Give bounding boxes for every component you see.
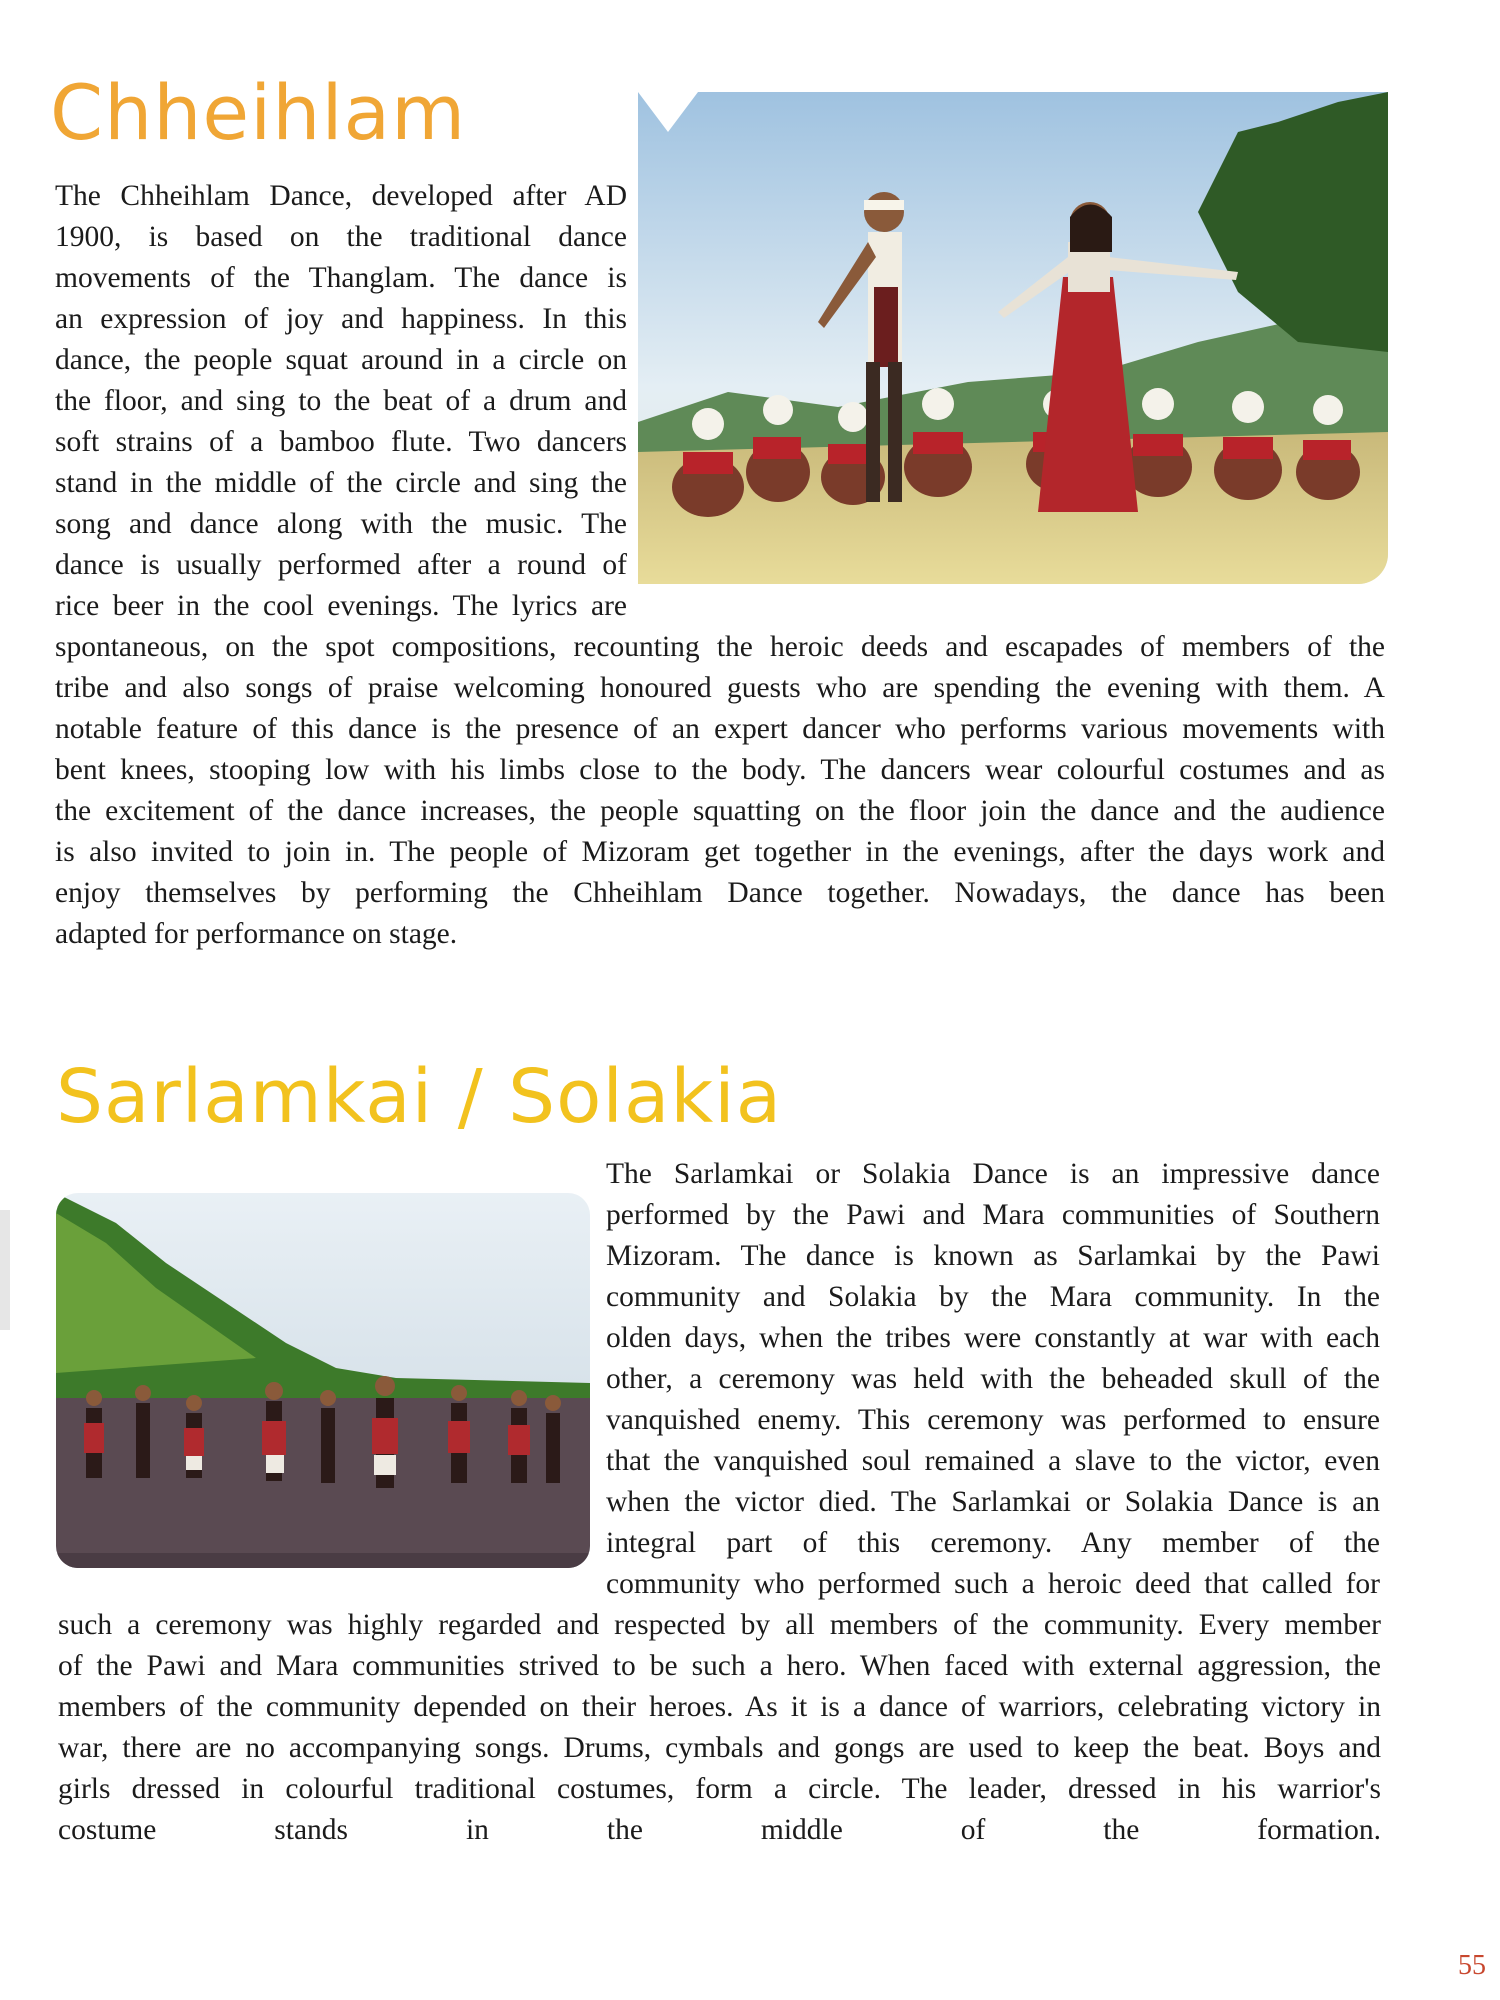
text-line: adapted for performance on stage. — [55, 918, 458, 950]
text-line: enjoy themselves by performing the Chheihlam Dance together. Nowadays, the dance has been — [55, 877, 1385, 909]
text-line: spontaneous, on the spot compositions, recounting the heroic deeds and escapades of members of the — [55, 631, 1385, 663]
text-line: community who performed such a heroic deed that called for — [606, 1568, 1380, 1600]
text-line: when the victor died. The Sarlamkai or Solakia Dance is an — [606, 1486, 1380, 1518]
text-line: the excitement of the dance increases, the people squatting on the floor join the dance and the audience — [55, 795, 1385, 827]
text-line: an expression of joy and happiness. In this — [55, 303, 627, 335]
chheihlam-paragraph — [55, 176, 1385, 955]
section-title-sarlamkai: Sarlamkai / Solakia — [56, 1054, 783, 1140]
sarlamkai-paragraph-full — [58, 1605, 1381, 1851]
page-number: 55 — [1458, 1950, 1486, 1981]
text-line: such a ceremony was highly regarded and respected by all members of the community. Every member — [58, 1609, 1381, 1641]
text-line: performed by the Pawi and Mara communities of Southern — [606, 1199, 1380, 1231]
text-line: dance, the people squat around in a circle on — [55, 344, 627, 376]
text-line: The Sarlamkai or Solakia Dance is an impressive dance — [606, 1158, 1380, 1190]
text-line: vanquished enemy. This ceremony was performed to ensure — [606, 1404, 1380, 1436]
text-line: war, there are no accompanying songs. Drums, cymbals and gongs are used to keep the beat. Boys and — [58, 1732, 1381, 1764]
text-line: costume stands in the middle of the formation. — [58, 1814, 1381, 1846]
text-line: stand in the middle of the circle and sing the — [55, 467, 627, 499]
text-line: movements of the Thanglam. The dance is — [55, 262, 627, 294]
text-line: bent knees, stooping low with his limbs close to the body. The dancers wear colourful costumes and as — [55, 754, 1385, 786]
text-line: integral part of this ceremony. Any member of the — [606, 1527, 1380, 1559]
text-line: 1900, is based on the traditional dance — [55, 221, 627, 253]
text-line: community and Solakia by the Mara community. In the — [606, 1281, 1380, 1313]
text-line: the floor, and sing to the beat of a drum and — [55, 385, 627, 417]
binding-edge-shadow — [0, 1210, 10, 1330]
text-line: tribe and also songs of praise welcoming honoured guests who are spending the evening with them. A — [55, 672, 1385, 704]
sarlamkai-dance-photo — [56, 1193, 590, 1568]
text-line: olden days, when the tribes were constantly at war with each — [606, 1322, 1380, 1354]
text-line: of the Pawi and Mara communities strived to be such a hero. When faced with external aggression, the — [58, 1650, 1381, 1682]
sarlamkai-photo-illustration — [56, 1193, 590, 1568]
text-line: rice beer in the cool evenings. The lyrics are — [55, 590, 627, 622]
text-line: soft strains of a bamboo flute. Two dancers — [55, 426, 627, 458]
text-line: that the vanquished soul remained a slave to the victor, even — [606, 1445, 1380, 1477]
text-line: members of the community depended on their heroes. As it is a dance of warriors, celebrating victory in — [58, 1691, 1381, 1723]
text-line: notable feature of this dance is the presence of an expert dancer who performs various movements with — [55, 713, 1385, 745]
text-line: song and dance along with the music. The — [55, 508, 627, 540]
text-line: is also invited to join in. The people of Mizoram get together in the evenings, after the days work and — [55, 836, 1385, 868]
section-title-chheihlam: Chheihlam — [50, 68, 467, 157]
text-line: dance is usually performed after a round of — [55, 549, 627, 581]
text-line: girls dressed in colourful traditional costumes, form a circle. The leader, dressed in his warrior's — [58, 1773, 1381, 1805]
text-line: Mizoram. The dance is known as Sarlamkai by the Pawi — [606, 1240, 1380, 1272]
text-line: The Chheihlam Dance, developed after AD — [55, 180, 627, 212]
text-line: other, a ceremony was held with the beheaded skull of the — [606, 1363, 1380, 1395]
sarlamkai-paragraph-right — [606, 1154, 1380, 1605]
